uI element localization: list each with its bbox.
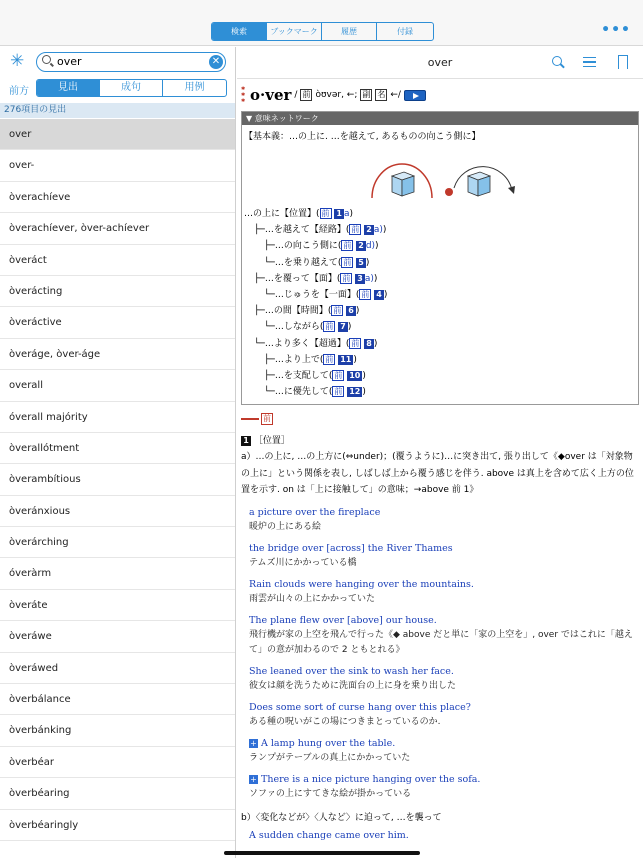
entry-pane [237,47,643,858]
tree-row-end: ) [347,322,352,333]
pron-end: ←/ [390,90,401,100]
list-item[interactable]: òverbánking [0,715,235,746]
importance-stars-icon: ✱ ✱ ✱ [241,86,246,104]
audio-play-icon[interactable] [404,90,426,101]
example-item [249,772,639,802]
link-num: 3 [357,273,363,283]
pos-tag-adv: 副 [362,90,371,99]
link-num: 8 [366,338,372,348]
list-item[interactable]: òveráwed [0,653,235,684]
example-japanese: テムズ川にかかっている橋 [249,557,357,568]
link-pos: 前 [325,354,334,364]
tree-row-text: ├─…の間【時間】( [254,306,332,317]
network-header[interactable]: ▼ 意味ネットワーク [242,112,638,125]
pos-divider [241,418,259,420]
example-english-text: Rain clouds were hanging over the mountains. [249,578,474,590]
tab-bookmarks[interactable]: ブックマーク [267,23,322,40]
pos-tag-prep: 前 [302,90,311,99]
example-japanese: ある種の呪いがこの場につきまとっているのか. [249,716,441,727]
tab-appendix[interactable]: 付録 [397,27,413,36]
tree-row-text: …の上に【位置】( [244,209,320,219]
link-pos: 前 [333,306,342,316]
mode-tab-example[interactable]: 用例 [184,82,205,93]
example-english: A sudden change came over him. [249,830,409,842]
sense-link[interactable] [341,241,375,251]
list-item[interactable]: overall [0,370,235,401]
link-pos: 前 [325,322,334,332]
search-value[interactable]: over [57,55,82,68]
sense-label: ［位置］ [253,436,290,447]
search-mode-row [0,79,236,99]
tree-row [244,238,636,254]
sense-link[interactable] [332,371,362,381]
tree-row [244,303,636,319]
over-illustration-icon [242,146,640,204]
tree-row-end: ) [362,387,366,398]
tree-row [244,319,636,335]
match-direction-button[interactable]: 前方 [9,86,29,97]
link-num: 11 [340,354,352,364]
link-pos: 前 [342,273,351,283]
example-item [249,613,639,658]
example-japanese: 雨雲が山々の上にかかっていた [249,593,376,604]
tree-row [244,368,636,384]
entry-content [241,85,639,843]
sense-link[interactable] [340,274,373,284]
search-row [0,47,236,77]
example-english-text: the bridge over [across] the River Thames [249,542,453,554]
clear-icon[interactable]: ✕ [209,55,223,69]
tree-row-text: ├─…を覆って【面】( [254,273,341,284]
home-indicator [224,851,420,855]
meaning-tree [242,204,638,404]
tree-row-text: ├─…を越えて【経路】( [254,225,350,236]
example-item [249,664,639,694]
sense-link[interactable] [320,209,350,219]
link-pos: 前 [351,338,360,348]
tree-row-end: ) [375,241,379,252]
list-icon[interactable] [581,54,599,70]
mode-tabs [36,79,227,97]
mode-tab-headword[interactable]: 見出 [37,80,100,96]
list-item[interactable]: òverbéar [0,747,235,778]
pron-start: / [294,90,298,100]
list-item[interactable]: òverbálance [0,684,235,715]
sense-link[interactable] [359,290,383,300]
pos-tag-noun: 名 [377,90,386,99]
search-icon [42,55,51,64]
examples [241,505,639,802]
tree-row-text: └─…しながら( [264,322,324,333]
expand-icon[interactable]: + [250,774,257,784]
tree-row-end: ) [373,338,378,349]
link-sub: d) [365,241,376,252]
mode-tab-phrase[interactable]: 成句 [100,80,163,96]
list-item[interactable]: óveràrm [0,558,235,589]
tree-row-text: └─…じゅうを【一面】( [264,289,360,300]
example-english-text: She leaned over the sink to wash her face. [249,665,454,677]
link-pos: 前 [343,241,352,251]
tree-row-text: ├─…より上で( [264,354,324,365]
link-pos: 前 [334,387,343,397]
list-item[interactable]: over [0,119,235,150]
list-item[interactable]: òverachíeve [0,182,235,213]
headword-line [241,85,639,105]
tree-row-end: ) [373,273,378,284]
tree-row-end: ) [362,370,366,381]
result-list [0,119,235,841]
pronunciation: òʊvər, ←; [315,90,358,100]
link-num: 2 [358,241,364,251]
list-item[interactable]: òveránxious [0,496,235,527]
example-english-text: Does some sort of curse hang over this place? [249,701,471,713]
example-item [249,505,639,535]
example-english [249,700,639,715]
example-item [249,577,639,607]
tree-row [244,222,636,238]
entry-title: over [427,56,453,69]
pos-label: 前 [263,414,271,424]
entry-header [237,47,643,79]
top-tabs [211,22,434,41]
sense-link[interactable] [341,258,365,268]
tree-row-end: ) [353,354,357,365]
list-item[interactable]: over- [0,150,235,181]
list-item[interactable]: óverall majórity [0,402,235,433]
link-num: 6 [348,306,354,316]
example-english [249,541,639,556]
example-english [249,505,639,520]
sense-link[interactable] [331,306,355,316]
tree-row [244,271,636,287]
tree-row-text: └─…より多く【超過】( [254,338,350,349]
example-japanese: 飛行機が家の上空を飛んで行った《◆ above だと単に「家の上空を」, over ではこれに「越えて」の意が加わるので 2 ともとれる》 [249,629,633,655]
list-item[interactable]: òverachíever, òver-achíever [0,213,235,244]
tree-row-end: ) [382,225,387,236]
example-english-text: There is a nice picture hanging over the sofa. [261,773,481,785]
dictionary-select-icon[interactable]: ✳ [10,51,25,71]
meaning-network [241,111,639,405]
tree-row [244,206,636,222]
link-num: 7 [340,322,346,332]
example-english-text: a picture over the fireplace [249,506,381,518]
bookmark-icon[interactable] [613,54,631,70]
example-english-text: A lamp hung over the table. [261,737,396,749]
search-in-entry-icon[interactable] [549,54,567,70]
tree-row [244,384,636,400]
example-english [249,736,639,751]
link-num: 10 [349,370,361,380]
tree-row [244,287,636,303]
core-meaning: 【基本義：…の上に. …を越えて, あるものの向こう側に】 [244,132,481,142]
headword: o·ver [250,86,292,104]
example-english [249,772,639,787]
sense-link[interactable] [349,225,382,235]
list-item[interactable]: òveráte [0,590,235,621]
link-num: 12 [349,387,361,397]
example-japanese: ランプがテーブルの真上にかかっていた [249,752,411,763]
list-item[interactable]: òveráctive [0,307,235,338]
link-sub: a) [373,225,383,236]
example-english [249,664,639,679]
tree-row [244,336,636,352]
sense-number: 1 [241,436,251,446]
sense-link[interactable] [332,387,362,397]
link-pos: 前 [351,225,360,235]
tree-row-text: ├─…を支配して( [264,370,333,381]
sense-1b-definition: b）〈変化などが〉〈人など〉に迫って, …を襲って [241,812,442,823]
example-japanese: 彼女は顔を洗うために洗面台の上に身を乗り出した [249,680,457,691]
list-item[interactable]: òverácting [0,276,235,307]
tree-row [244,352,636,368]
top-bar [0,0,643,46]
expand-icon[interactable]: + [250,738,257,748]
tree-row-text: ├─…の向こう側に( [264,241,342,252]
tree-row-end: ) [383,289,388,300]
pos-header [241,413,639,425]
sense-1a-definition: a）…の上に, …の上方に(⇔under)；(覆うように)…に突き出て, 張り出して《◆over は「対象物の上に」という関係を表し, しばしば上から覆う感じを伴う. above は真上を含めて広く上方の位置を示す. on は「上に接触して」の意味；→above 前 1》 [241,452,634,496]
search-input[interactable] [36,52,226,72]
tree-row-text: └─…に優先して( [264,387,333,398]
tree-row-end: ) [349,209,353,219]
example-japanese: 暖炉の上にある絵 [249,521,322,532]
example-item [249,736,639,766]
example-english-text: The plane flew over [above] our house. [249,614,437,626]
tree-row-end: ) [365,257,370,268]
link-sub: a) [364,273,374,284]
link-num: 2 [366,225,372,235]
tab-search[interactable]: 検索 [212,23,267,40]
link-num: 1 [336,209,342,218]
tree-row [244,255,636,271]
sense-link[interactable] [349,339,373,349]
link-sub: a [343,209,350,219]
more-icon[interactable]: ••• [601,22,631,38]
list-item[interactable]: òverbéaringly [0,810,235,841]
link-num: 4 [376,289,382,299]
tree-row-end: ) [355,306,360,317]
sidebar [0,47,236,858]
example-item [249,700,639,730]
list-item[interactable]: òveráwe [0,621,235,652]
list-item[interactable]: òverbéaring [0,778,235,809]
tab-history[interactable]: 履歴 [322,23,377,40]
link-num: 5 [358,257,364,267]
link-pos: 前 [361,289,370,299]
example-japanese: ソファの上にすてきな絵が掛かっている [249,788,412,799]
network-diagram [242,146,638,204]
list-item[interactable]: òverambítious [0,464,235,495]
sense-1 [241,433,639,446]
sense-link[interactable] [323,355,353,365]
tree-row-text: └─…を乗り越えて( [264,257,342,268]
list-item[interactable]: òveráge, òver-áge [0,339,235,370]
example-item [249,541,639,571]
example-english [249,577,639,592]
link-pos: 前 [343,257,352,267]
example-english [249,613,639,628]
result-count: 276項目の見出 [0,103,235,118]
sense-link[interactable] [323,322,347,332]
link-pos: 前 [321,209,330,218]
link-pos: 前 [334,370,343,380]
list-item[interactable]: òverárching [0,527,235,558]
list-item[interactable]: òverallótment [0,433,235,464]
list-item[interactable]: òveráct [0,245,235,276]
